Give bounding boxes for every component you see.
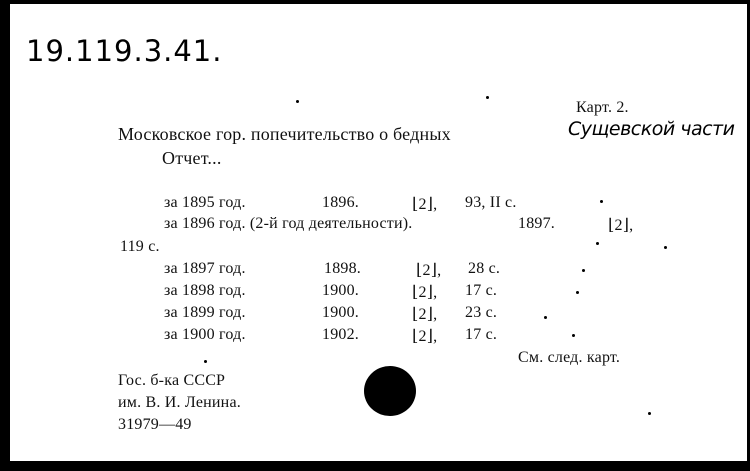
entry-year: 1898. [324, 260, 361, 277]
entry-format: ⌊2⌋, [608, 217, 634, 234]
speck [596, 242, 599, 245]
library-line-1: Гос. б-ка СССР [118, 372, 226, 389]
speck [544, 316, 547, 319]
entry-label: за 1895 год. [164, 194, 246, 211]
speck [486, 96, 489, 99]
shelfmark: 19.119.3.41. [26, 34, 223, 68]
entry-pages: 93, II с. [465, 194, 517, 211]
entry-format: ⌊2⌋, [412, 284, 438, 301]
entry-year: 1896. [322, 194, 359, 211]
entry-year: 1897. [518, 215, 555, 232]
entry-format: ⌊2⌋, [412, 196, 438, 213]
speck [572, 334, 575, 337]
card-number: Карт. 2. [576, 99, 629, 116]
entry-label: за 1899 год. [164, 304, 246, 321]
speck [204, 360, 207, 363]
speck [648, 412, 651, 415]
entry-pages: 28 с. [468, 260, 501, 277]
entry-pages: 23 с. [465, 304, 498, 321]
handwritten-note: Сущевской части [568, 118, 735, 140]
entry-year: 1900. [322, 304, 359, 321]
entry-format: ⌊2⌋, [412, 328, 438, 345]
title: Отчет... [162, 148, 222, 168]
entry-format: ⌊2⌋, [416, 262, 442, 279]
heading: Московское гор. попечительство о бедных [118, 124, 451, 144]
entry-year: 1900. [322, 282, 359, 299]
entry-pages: 119 с. [120, 238, 160, 255]
library-line-2: им. В. И. Ленина. [118, 394, 241, 411]
speck [576, 291, 579, 294]
entry-label: за 1898 год. [164, 282, 246, 299]
entry-format: ⌊2⌋, [412, 306, 438, 323]
entry-label: за 1896 год. (2-й год деятельности). [164, 215, 413, 232]
speck [582, 269, 585, 272]
catalog-number: 31979—49 [118, 416, 192, 433]
entry-pages: 17 с. [465, 282, 498, 299]
speck [600, 200, 603, 203]
entry-year: 1902. [322, 326, 359, 343]
entry-pages: 17 с. [465, 326, 498, 343]
speck [296, 100, 299, 103]
speck [664, 246, 667, 249]
see-next-card: См. след. карт. [518, 349, 621, 366]
entry-label: за 1897 год. [164, 260, 246, 277]
punch-hole [364, 366, 416, 416]
entry-label: за 1900 год. [164, 326, 246, 343]
